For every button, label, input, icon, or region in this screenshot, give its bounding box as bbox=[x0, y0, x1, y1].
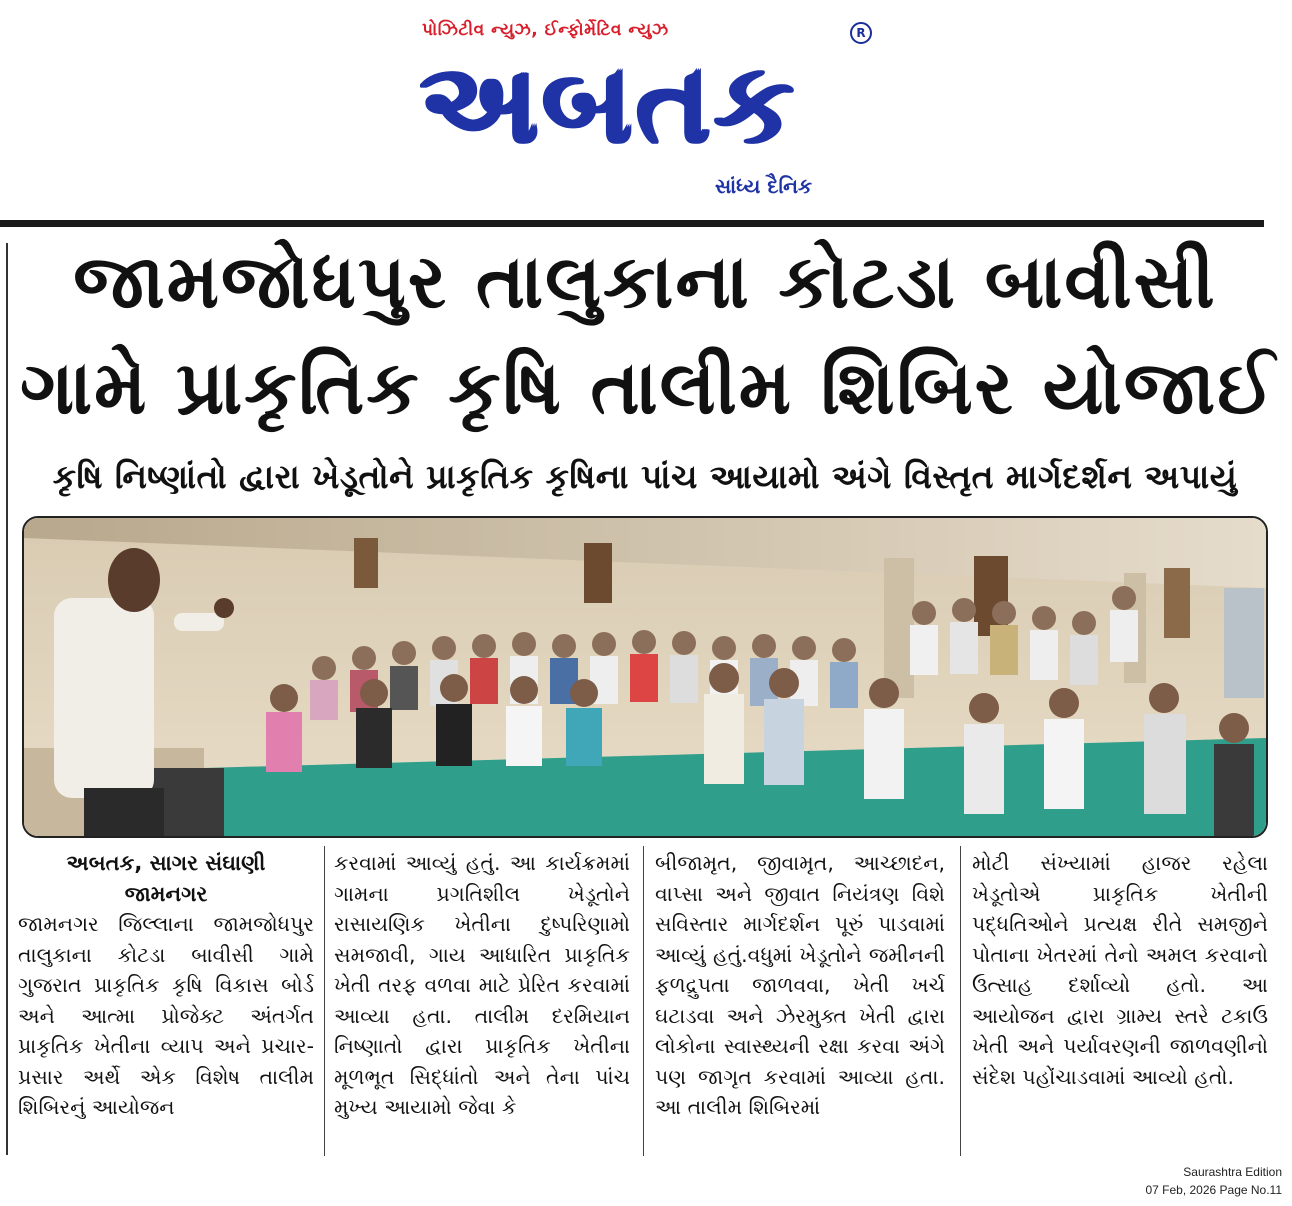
article-column-1 bbox=[18, 848, 314, 1158]
masthead bbox=[420, 14, 880, 204]
masthead-divider bbox=[0, 220, 1264, 227]
column-separator bbox=[324, 846, 325, 1156]
footer-edition: Saurashtra Edition bbox=[1183, 1165, 1282, 1179]
byline-dateline: જામનગર bbox=[124, 881, 208, 906]
article-body-col3: બીજામૃત, જીવામૃત, આચ્છાદન, વાપ્સા અને જીવાત નિયંત્રણ વિશે સવિસ્તાર માર્ગદર્શન પૂરું પાડવામાં આવ્યું હતું.વધુમાં ખેડૂતોને જમીનની ફળદ્રુપતા જાળવવા, ખેતી ખર્ચ ઘટાડવા અને ઝેરમુક્ત ખેતી દ્વારા લોકોના સ્વાસ્થ્યની રક્ષા કરવા અંગે પણ જાગૃત કરવામાં આવ્યા હતા. આ તાલીમ શિબિરમાં bbox=[655, 851, 945, 1119]
headline-line-2: ગામે પ્રાકૃતિક કૃષિ તાલીમ શિબિર યોજાઈ bbox=[20, 345, 1277, 431]
article-body-col1: જામનગર જિલ્લાના જામજોધપુર તાલુકાના કોટડા બાવીસી ગામે ગુજરાત પ્રાકૃતિક કૃષિ વિકાસ બોર્ડ અને આત્મા પ્રોજેક્ટ અંતર્ગત પ્રાકૃતિક ખેતીના વ્યાપ અને પ્રચાર-પ્રસાર અર્થે એક વિશેષ તાલીમ શિબિરનું આયોજન bbox=[18, 912, 314, 1119]
newspaper-logo: અબતક bbox=[420, 44, 798, 164]
article-column-2 bbox=[334, 848, 630, 1158]
article-photo bbox=[22, 516, 1268, 838]
subheadline: કૃષિ નિષ્ણાંતો દ્વારા ખેડૂતોને પ્રાકૃતિક કૃષિના પાંચ આયામો અંગે વિસ્તૃત માર્ગદર્શન અપાયું bbox=[52, 457, 1238, 496]
left-column-rule bbox=[6, 243, 8, 1155]
registered-mark-icon: R bbox=[850, 22, 872, 44]
headline-line-1: જામજોધપુર તાલુકાના કોટડા બાવીસી bbox=[73, 239, 1217, 325]
article-body-col2: કરવામાં આવ્યું હતું. આ કાર્યક્રમમાં ગામના પ્રગતિશીલ ખેડૂતોને રાસાયણિક ખેતીના દુષ્પરિણામો સમજાવી, ગાય આધારિત પ્રાકૃતિક ખેતી તરફ વળવા માટે પ્રેરિત કરવામાં આવ્યા હતા. તાલીમ દરમિયાન નિષ્ણાતો દ્વારા પ્રાકૃતિક ખેતીના મૂળભૂત સિદ્ધાંતો અને તેના પાંચ મુખ્ય આયામો જેવા કે bbox=[334, 851, 630, 1119]
article-column-4 bbox=[972, 848, 1268, 1158]
masthead-tagline: પોઝિટીવ ન્યુઝ, ઈન્ફોર્મેટિવ ન્યુઝ bbox=[422, 20, 669, 40]
column-separator bbox=[643, 846, 644, 1156]
edition-label: સાંધ્ય દૈનિક bbox=[715, 174, 813, 198]
training-hall-photo bbox=[24, 518, 1266, 836]
article-body-col4: મોટી સંખ્યામાં હાજર રહેલા ખેડૂતોએ પ્રાકૃતિક ખેતીની પદ્ધતિઓને પ્રત્યક્ષ રીતે સમજીને પોતાના ખેતરમાં તેનો અમલ કરવાનો ઉત્સાહ દર્શાવ્યો હતો. આ આયોજન દ્વારા ગ્રામ્ય સ્તરે ટકાઉ ખેતી અને પર્યાવરણની જાળવણીનો સંદેશ પહોંચાડવામાં આવ્યો હતો. bbox=[972, 851, 1268, 1089]
footer-date-page: 07 Feb, 2026 Page No.11 bbox=[1145, 1183, 1282, 1197]
article-column-3 bbox=[655, 848, 945, 1158]
column-separator bbox=[960, 846, 961, 1156]
byline-author: અબતક, સાગર સંઘાણી bbox=[66, 851, 266, 875]
